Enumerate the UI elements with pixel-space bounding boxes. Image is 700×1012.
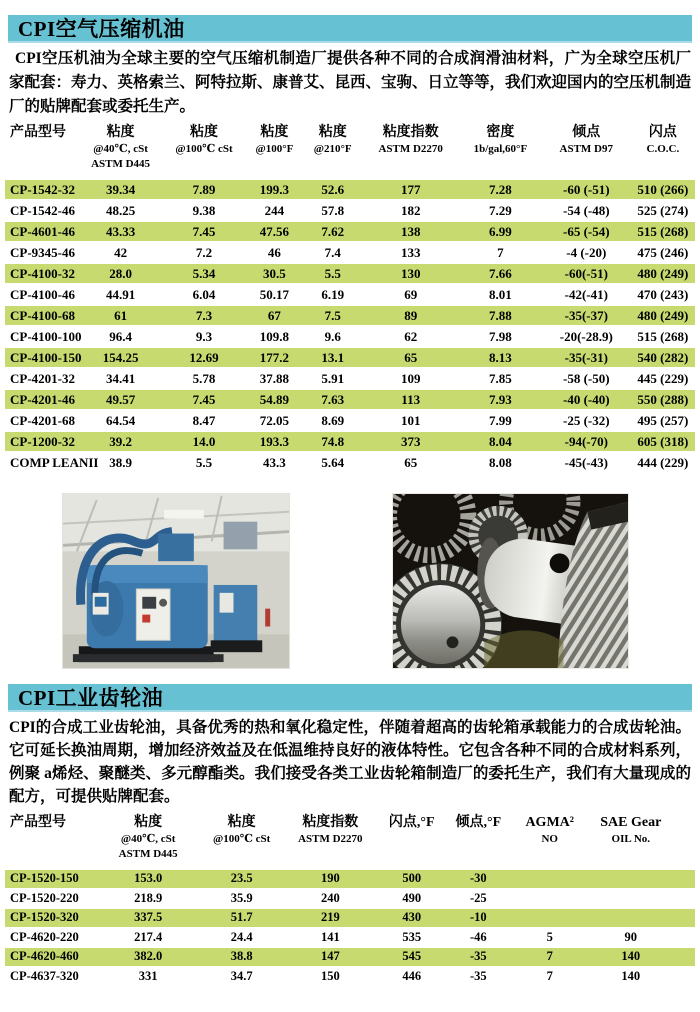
value-cell: 44.91 — [79, 284, 162, 305]
value-cell: 470 (243) — [631, 284, 695, 305]
product-model-cell: CP-4601-46 — [5, 221, 79, 242]
value-cell: 38.8 — [202, 947, 281, 967]
column-header-label: 粘度 — [227, 815, 256, 830]
value-cell: 446 — [380, 967, 444, 987]
value-cell: 7.45 — [162, 221, 245, 242]
column-header — [246, 124, 303, 180]
value-cell: 154.25 — [79, 347, 162, 368]
value-cell: 515 (268) — [631, 221, 695, 242]
column-header — [459, 124, 542, 180]
value-cell: 7.28 — [459, 180, 542, 200]
column-header-label: 粘度 — [106, 125, 135, 140]
compressor-table-body — [5, 180, 695, 473]
value-cell: 5.5 — [162, 452, 245, 473]
value-cell: 138 — [362, 221, 459, 242]
column-header-label: 产品型号 — [10, 815, 66, 830]
value-cell: 490 — [380, 889, 444, 909]
table-row — [5, 200, 695, 221]
table-row — [5, 870, 695, 889]
value-cell: 38.9 — [79, 452, 162, 473]
table-row — [5, 967, 695, 987]
value-cell: 7.88 — [459, 305, 542, 326]
value-cell: 89 — [362, 305, 459, 326]
product-model-cell: CP-1520-320 — [5, 908, 94, 928]
value-cell — [587, 870, 675, 889]
column-header-label: 粘度 — [260, 125, 289, 140]
column-header-label: 粘度 — [134, 815, 163, 830]
column-header — [281, 814, 380, 870]
table-row — [5, 389, 695, 410]
column-header — [5, 124, 79, 180]
product-model-cell: CP-4100-32 — [5, 263, 79, 284]
table-row — [5, 305, 695, 326]
value-cell: 480 (249) — [631, 305, 695, 326]
value-cell: 34.7 — [202, 967, 281, 987]
value-cell: 219 — [281, 908, 380, 928]
value-cell: -60 (-51) — [542, 180, 631, 200]
value-cell: 109 — [362, 368, 459, 389]
value-cell: 177.2 — [246, 347, 303, 368]
column-header-label: 粘度 — [190, 125, 219, 140]
value-cell: 65 — [362, 347, 459, 368]
value-cell: 500 — [380, 870, 444, 889]
column-header-label: 粘度指数 — [302, 815, 359, 830]
column-header-sublabel: @210°F — [313, 143, 352, 155]
product-model-cell: CP-9345-46 — [5, 242, 79, 263]
value-cell: 28.0 — [79, 263, 162, 284]
table-row — [5, 928, 695, 948]
column-header — [94, 814, 202, 870]
product-model-cell: CP-1520-150 — [5, 870, 94, 889]
column-header-label: SAE Gear — [600, 815, 662, 830]
value-cell: 525 (274) — [631, 200, 695, 221]
product-model-cell: CP-4620-460 — [5, 947, 94, 967]
product-model-cell: CP-1520-220 — [5, 889, 94, 909]
section1-title-bar — [8, 15, 692, 43]
value-cell: 23.5 — [202, 870, 281, 889]
filler-header — [675, 814, 695, 870]
gear-table-body — [5, 870, 695, 986]
column-header-sublabel: C.O.C. — [646, 143, 680, 155]
column-header-label: 闪点,°F — [388, 815, 435, 830]
value-cell: 9.3 — [162, 326, 245, 347]
value-cell: 65 — [362, 452, 459, 473]
value-cell: -4 (-20) — [542, 242, 631, 263]
column-header — [5, 814, 94, 870]
product-model-cell: COMP LEANII — [5, 452, 79, 473]
value-cell: 218.9 — [94, 889, 202, 909]
value-cell: 6.99 — [459, 221, 542, 242]
column-header-sublabel: @40℃, cSt — [120, 833, 176, 845]
value-cell: 495 (257) — [631, 410, 695, 431]
value-cell: 182 — [362, 200, 459, 221]
value-cell: 8.69 — [303, 410, 362, 431]
value-cell — [587, 908, 675, 928]
compressor-table-header-row — [5, 124, 695, 180]
value-cell: 49.57 — [79, 389, 162, 410]
column-header-sublabel: @100°F — [255, 143, 294, 155]
value-cell: -94(-70) — [542, 431, 631, 452]
value-cell: 7.98 — [459, 326, 542, 347]
value-cell: 8.01 — [459, 284, 542, 305]
value-cell: 54.89 — [246, 389, 303, 410]
value-cell: 14.0 — [162, 431, 245, 452]
value-cell: 50.17 — [246, 284, 303, 305]
value-cell: 43.33 — [79, 221, 162, 242]
section1-intro-paragraph: CPI空压机油为全球主要的空气压缩机制造厂提供各种不同的合成润滑油材料，广为全球空压机厂家配套：寿力、英格索兰、阿特拉斯、康普艾、昆西、宝驹、日立等等，我们欢迎国内的空压机制造厂的贴牌配套或委托生产。 — [9, 50, 692, 115]
column-header-label: 粘度 — [318, 125, 347, 140]
column-header — [444, 814, 513, 870]
value-cell: 515 (268) — [631, 326, 695, 347]
value-cell: 72.05 — [246, 410, 303, 431]
table-row — [5, 180, 695, 200]
value-cell: 7.66 — [459, 263, 542, 284]
value-cell: 7.89 — [162, 180, 245, 200]
product-model-cell: CP-4100-68 — [5, 305, 79, 326]
value-cell: 7 — [459, 242, 542, 263]
value-cell: 101 — [362, 410, 459, 431]
value-cell: 7.29 — [459, 200, 542, 221]
value-cell: 444 (229) — [631, 452, 695, 473]
value-cell: 140 — [587, 947, 675, 967]
value-cell — [513, 908, 587, 928]
value-cell: 430 — [380, 908, 444, 928]
table-row — [5, 368, 695, 389]
column-header — [362, 124, 459, 180]
table-row — [5, 242, 695, 263]
column-header-label: 闪点 — [648, 125, 677, 140]
column-header-sublabel: 1b/gal,60°F — [473, 143, 528, 155]
value-cell: 47.56 — [246, 221, 303, 242]
column-header — [162, 124, 245, 180]
value-cell: 12.69 — [162, 347, 245, 368]
value-cell: 48.25 — [79, 200, 162, 221]
value-cell: 57.8 — [303, 200, 362, 221]
value-cell: 190 — [281, 870, 380, 889]
value-cell: -46 — [444, 928, 513, 948]
value-cell: 37.88 — [246, 368, 303, 389]
value-cell: 7.93 — [459, 389, 542, 410]
value-cell: -35 — [444, 967, 513, 987]
value-cell: 150 — [281, 967, 380, 987]
value-cell: -25 — [444, 889, 513, 909]
column-header — [79, 124, 162, 180]
table-row — [5, 347, 695, 368]
value-cell: 7.99 — [459, 410, 542, 431]
value-cell: 8.13 — [459, 347, 542, 368]
product-model-cell: CP-4201-68 — [5, 410, 79, 431]
value-cell: 52.6 — [303, 180, 362, 200]
value-cell: 34.41 — [79, 368, 162, 389]
value-cell: 113 — [362, 389, 459, 410]
column-header — [380, 814, 444, 870]
value-cell: 5.34 — [162, 263, 245, 284]
product-model-cell: CP-4100-46 — [5, 284, 79, 305]
value-cell: 540 (282) — [631, 347, 695, 368]
column-header-sublabel: NO — [541, 833, 558, 845]
filler-cell — [675, 889, 695, 909]
value-cell: 69 — [362, 284, 459, 305]
value-cell: 5.91 — [303, 368, 362, 389]
value-cell: 7.2 — [162, 242, 245, 263]
value-cell: 62 — [362, 326, 459, 347]
column-header — [202, 814, 281, 870]
value-cell: -10 — [444, 908, 513, 928]
gear-oil-table — [5, 814, 695, 987]
value-cell: 42 — [79, 242, 162, 263]
table-row — [5, 263, 695, 284]
value-cell: 6.04 — [162, 284, 245, 305]
product-model-cell: CP-1542-32 — [5, 180, 79, 200]
compressor-photo — [62, 493, 290, 669]
value-cell: 7 — [513, 967, 587, 987]
value-cell: 7.85 — [459, 368, 542, 389]
value-cell: 7 — [513, 947, 587, 967]
section1-title: CPI空气压缩机油 — [18, 17, 185, 41]
value-cell: 193.3 — [246, 431, 303, 452]
value-cell: 7.5 — [303, 305, 362, 326]
value-cell — [513, 889, 587, 909]
value-cell: -35(-37) — [542, 305, 631, 326]
value-cell: 5.5 — [303, 263, 362, 284]
compressor-oil-table — [5, 124, 695, 474]
value-cell: 43.3 — [246, 452, 303, 473]
filler-cell — [675, 908, 695, 928]
value-cell: 8.47 — [162, 410, 245, 431]
value-cell: 7.45 — [162, 389, 245, 410]
value-cell: 535 — [380, 928, 444, 948]
value-cell: 9.6 — [303, 326, 362, 347]
value-cell: -25 (-32) — [542, 410, 631, 431]
column-header-label: 倾点,°F — [455, 815, 502, 830]
column-header — [587, 814, 675, 870]
value-cell: -35 — [444, 947, 513, 967]
value-cell — [587, 889, 675, 909]
filler-cell — [675, 870, 695, 889]
value-cell: 217.4 — [94, 928, 202, 948]
gear-table-header-row — [5, 814, 695, 870]
value-cell: 8.04 — [459, 431, 542, 452]
value-cell: 141 — [281, 928, 380, 948]
value-cell: 130 — [362, 263, 459, 284]
column-header-label: AGMA² — [525, 815, 574, 830]
product-model-cell: CP-4100-100 — [5, 326, 79, 347]
value-cell: 7.62 — [303, 221, 362, 242]
table-row — [5, 284, 695, 305]
value-cell: -45(-43) — [542, 452, 631, 473]
value-cell: 199.3 — [246, 180, 303, 200]
value-cell: 605 (318) — [631, 431, 695, 452]
value-cell: 13.1 — [303, 347, 362, 368]
value-cell: 46 — [246, 242, 303, 263]
column-header-sublabel: @100℃ cSt — [175, 143, 233, 155]
value-cell: -54 (-48) — [542, 200, 631, 221]
value-cell: 140 — [587, 967, 675, 987]
table-row — [5, 221, 695, 242]
gears-photo — [392, 493, 629, 669]
value-cell — [513, 870, 587, 889]
photo-row — [0, 493, 700, 669]
column-header — [542, 124, 631, 180]
column-header — [303, 124, 362, 180]
column-header-sublabel: ASTM D445 — [118, 848, 178, 860]
value-cell: 51.7 — [202, 908, 281, 928]
product-model-cell: CP-4620-220 — [5, 928, 94, 948]
column-header-sublabel: ASTM D445 — [91, 158, 151, 170]
value-cell: 7.63 — [303, 389, 362, 410]
value-cell: 30.5 — [246, 263, 303, 284]
section2-intro-paragraph: CPI的合成工业齿轮油，具备优秀的热和氧化稳定性，伴随着超高的齿轮箱承载能力的合成齿轮油。它可延长换油周期，增加经济效益及在低温维持良好的液体特性。它包含各种不同的合成材料系列，例聚 a烯烃、聚醚类、多元醇酯类。我们接受各类工业齿轮箱制造厂的委托生产，我们有大量现成的配方，可提供贴牌配套。 — [9, 719, 692, 805]
value-cell: 5.78 — [162, 368, 245, 389]
value-cell: 445 (229) — [631, 368, 695, 389]
table-row — [5, 908, 695, 928]
table-row — [5, 410, 695, 431]
filler-cell — [675, 928, 695, 948]
filler-cell — [675, 967, 695, 987]
value-cell: 373 — [362, 431, 459, 452]
value-cell: 510 (266) — [631, 180, 695, 200]
value-cell: -20(-28.9) — [542, 326, 631, 347]
value-cell: 90 — [587, 928, 675, 948]
section2-title: CPI工业齿轮油 — [18, 686, 164, 710]
value-cell: 5.64 — [303, 452, 362, 473]
value-cell: 9.38 — [162, 200, 245, 221]
value-cell: -42(-41) — [542, 284, 631, 305]
value-cell: 5 — [513, 928, 587, 948]
column-header — [631, 124, 695, 180]
value-cell: 35.9 — [202, 889, 281, 909]
value-cell: 244 — [246, 200, 303, 221]
table-row — [5, 947, 695, 967]
column-header-label: 密度 — [486, 125, 515, 140]
value-cell: -58 (-50) — [542, 368, 631, 389]
value-cell: -35(-31) — [542, 347, 631, 368]
value-cell: -65 (-54) — [542, 221, 631, 242]
column-header-sublabel: OIL No. — [611, 833, 651, 845]
filler-cell — [675, 947, 695, 967]
value-cell: 240 — [281, 889, 380, 909]
value-cell: 133 — [362, 242, 459, 263]
product-model-cell: CP-1200-32 — [5, 431, 79, 452]
table-row — [5, 326, 695, 347]
value-cell: 177 — [362, 180, 459, 200]
value-cell: 96.4 — [79, 326, 162, 347]
column-header-sublabel: @40℃, cSt — [93, 143, 148, 155]
value-cell: 39.34 — [79, 180, 162, 200]
value-cell: -40 (-40) — [542, 389, 631, 410]
value-cell: 8.08 — [459, 452, 542, 473]
column-header-sublabel: ASTM D2270 — [298, 833, 363, 845]
value-cell: 545 — [380, 947, 444, 967]
column-header-sublabel: ASTM D97 — [559, 143, 614, 155]
column-header-sublabel: @100℃ cSt — [212, 833, 271, 845]
section2-title-bar — [8, 684, 692, 712]
product-model-cell: CP-4201-46 — [5, 389, 79, 410]
table-row — [5, 452, 695, 473]
value-cell: 480 (249) — [631, 263, 695, 284]
value-cell: 337.5 — [94, 908, 202, 928]
column-header-label: 粘度指数 — [382, 125, 439, 140]
column-header-label: 倾点 — [572, 125, 601, 140]
value-cell: 147 — [281, 947, 380, 967]
value-cell: 7.3 — [162, 305, 245, 326]
value-cell: 6.19 — [303, 284, 362, 305]
value-cell: 39.2 — [79, 431, 162, 452]
value-cell: 67 — [246, 305, 303, 326]
value-cell: 61 — [79, 305, 162, 326]
value-cell: 24.4 — [202, 928, 281, 948]
value-cell: 109.8 — [246, 326, 303, 347]
column-header — [513, 814, 587, 870]
product-model-cell: CP-4100-150 — [5, 347, 79, 368]
value-cell: 550 (288) — [631, 389, 695, 410]
table-row — [5, 431, 695, 452]
value-cell: 153.0 — [94, 870, 202, 889]
value-cell: -60(-51) — [542, 263, 631, 284]
value-cell: 7.4 — [303, 242, 362, 263]
product-model-cell: CP-4637-320 — [5, 967, 94, 987]
value-cell: 331 — [94, 967, 202, 987]
product-model-cell: CP-1542-46 — [5, 200, 79, 221]
value-cell: 382.0 — [94, 947, 202, 967]
product-model-cell: CP-4201-32 — [5, 368, 79, 389]
value-cell: 64.54 — [79, 410, 162, 431]
table-row — [5, 889, 695, 909]
value-cell: -30 — [444, 870, 513, 889]
value-cell: 74.8 — [303, 431, 362, 452]
column-header-label: 产品型号 — [10, 125, 66, 140]
value-cell: 475 (246) — [631, 242, 695, 263]
column-header-sublabel: ASTM D2270 — [378, 143, 443, 155]
